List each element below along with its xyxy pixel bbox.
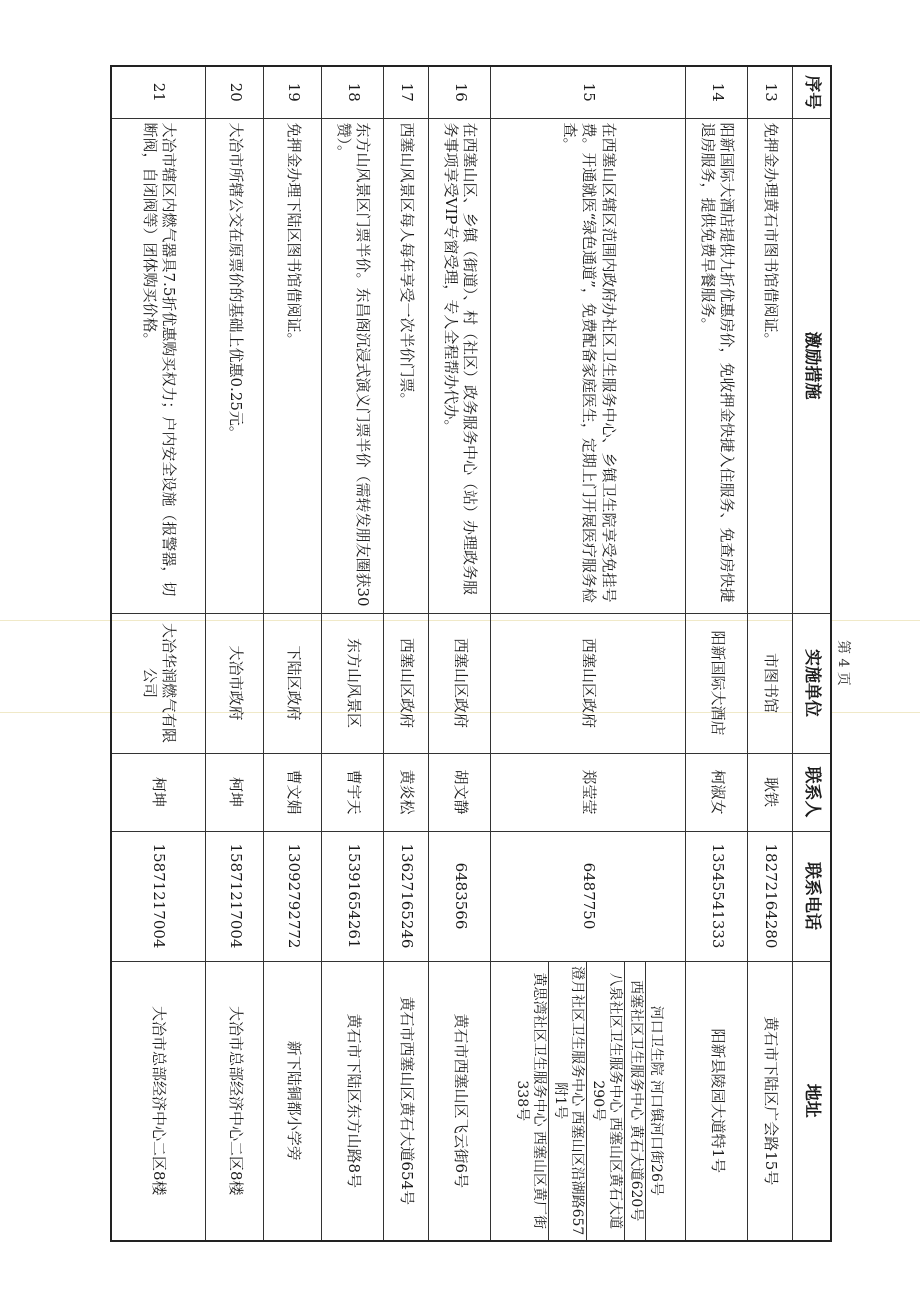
cell-address: 新下陆铜都小学旁 bbox=[264, 961, 322, 1241]
cell-measure: 在西塞山区、乡镇（街道）、村（社区）政务服务中心（站）办理政务服务事项享受VIP专窗受理，专人全程帮办代办。 bbox=[429, 118, 491, 613]
incentive-table bbox=[110, 65, 832, 1242]
cell-unit: 大冶华润燃气有限公司 bbox=[111, 613, 206, 753]
cell-phone: 15871217004 bbox=[206, 831, 264, 961]
table-row bbox=[206, 66, 264, 1241]
cell-unit: 东方山风景区 bbox=[322, 613, 384, 753]
header-phone: 联系电话 bbox=[793, 831, 831, 961]
address-item: 河口卫生院 河口镇河口街26号 bbox=[648, 1005, 665, 1196]
cell-address: 大冶市总部经济中心二区8楼 bbox=[111, 961, 206, 1241]
cell-measure: 西塞山风景区每人每年享受一次半价门票。 bbox=[384, 118, 429, 613]
cell-unit: 阳新国际大酒店 bbox=[686, 613, 748, 753]
table-row bbox=[748, 66, 793, 1241]
cell-measure: 阳新国际大酒店提供九折优惠房价，免收押金快捷入住服务、免查房快捷退房服务，提供免费早餐服务。 bbox=[686, 118, 748, 613]
cell-address: 阳新县陵园大道特1号 bbox=[686, 961, 748, 1241]
cell-phone: 6487750 bbox=[491, 831, 686, 961]
cell-contact: 柯淑女 bbox=[686, 753, 748, 831]
cell-phone: 6483566 bbox=[429, 831, 491, 961]
cell-measure: 东方山风景区门票半价。东昌阁沉浸式演义门票半价（需转发朋友圈获30赞）。 bbox=[322, 118, 384, 613]
table-row bbox=[686, 66, 748, 1241]
cell-measure: 在西塞山区辖区范围内政府办社区卫生服务中心、乡镇卫生院享受免挂号费。开通就医“绿色通道”，免费配备家庭医生，定期上门开展医疗服务检查。 bbox=[491, 118, 686, 613]
cell-contact: 曹文娟 bbox=[264, 753, 322, 831]
cell-phone: 13627165246 bbox=[384, 831, 429, 961]
address-item: 八泉社区卫生服务中心 西塞山区黄石大道290号 bbox=[588, 962, 626, 1241]
cell-contact: 郑莹莹 bbox=[491, 753, 686, 831]
header-contact: 联系人 bbox=[793, 753, 831, 831]
cell-seq: 20 bbox=[206, 66, 264, 118]
table-row bbox=[429, 66, 491, 1241]
cell-unit: 下陆区政府 bbox=[264, 613, 322, 753]
address-item: 黄思湾社区卫生服务中心 西塞山区黄厂街338号 bbox=[512, 962, 550, 1241]
cell-phone: 13545541333 bbox=[686, 831, 748, 961]
cell-address: 大冶市总部经济中心二区8楼 bbox=[206, 961, 264, 1241]
cell-contact: 黄炎松 bbox=[384, 753, 429, 831]
cell-seq: 13 bbox=[748, 66, 793, 118]
cell-seq: 16 bbox=[429, 66, 491, 118]
page-number: 第 4 页 bbox=[835, 640, 851, 686]
cell-unit: 西塞山区政府 bbox=[491, 613, 686, 753]
table-row bbox=[384, 66, 429, 1241]
cell-contact: 胡文静 bbox=[429, 753, 491, 831]
cell-unit: 市图书馆 bbox=[748, 613, 793, 753]
cell-address-list bbox=[491, 961, 686, 1241]
cell-contact: 曹宇天 bbox=[322, 753, 384, 831]
cell-phone: 18272164280 bbox=[748, 831, 793, 961]
cell-seq: 14 bbox=[686, 66, 748, 118]
cell-contact: 耿铁 bbox=[748, 753, 793, 831]
header-address: 地址 bbox=[793, 961, 831, 1241]
cell-phone: 15391654261 bbox=[322, 831, 384, 961]
cell-contact: 柯坤 bbox=[111, 753, 206, 831]
cell-measure: 免押金办理下陆区图书馆借阅证。 bbox=[264, 118, 322, 613]
cell-unit: 西塞山区政府 bbox=[429, 613, 491, 753]
cell-seq: 15 bbox=[491, 66, 686, 118]
header-measure: 激励措施 bbox=[793, 118, 831, 613]
cell-measure: 大冶市所辖公交在原票价的基础上优惠0.25元。 bbox=[206, 118, 264, 613]
header-unit: 实施单位 bbox=[793, 613, 831, 753]
cell-phone: 13092792772 bbox=[264, 831, 322, 961]
cell-address: 黄石市西塞山区飞云街6号 bbox=[429, 961, 491, 1241]
cell-address: 黄石市下陆区广会路15号 bbox=[748, 961, 793, 1241]
cell-measure: 大冶市辖区内燃气器具7.5折优惠购买权力；户内安全设施（报警器，切断阀，自闭阀等）团体购买价格。 bbox=[111, 118, 206, 613]
address-item: 西塞社区卫生服务中心 黄石大道620号 bbox=[626, 962, 647, 1241]
table-row bbox=[264, 66, 322, 1241]
table-row bbox=[111, 66, 206, 1241]
cell-seq: 17 bbox=[384, 66, 429, 118]
table-header-row bbox=[793, 66, 831, 1241]
address-item: 澄月社区卫生服务中心 西塞山区沿湖路657附1号 bbox=[550, 962, 588, 1241]
cell-unit: 西塞山区政府 bbox=[384, 613, 429, 753]
table-row bbox=[491, 66, 686, 1241]
cell-phone: 15871217004 bbox=[111, 831, 206, 961]
cell-measure: 免押金办理黄石市图书馆借阅证。 bbox=[748, 118, 793, 613]
header-seq: 序号 bbox=[793, 66, 831, 118]
cell-contact: 柯坤 bbox=[206, 753, 264, 831]
cell-seq: 18 bbox=[322, 66, 384, 118]
cell-seq: 19 bbox=[264, 66, 322, 118]
cell-seq: 21 bbox=[111, 66, 206, 118]
cell-address: 黄石市西塞山区黄石大道654号 bbox=[384, 961, 429, 1241]
table-row bbox=[322, 66, 384, 1241]
cell-unit: 大冶市政府 bbox=[206, 613, 264, 753]
cell-address: 黄石市下陆区东方山路8号 bbox=[322, 961, 384, 1241]
